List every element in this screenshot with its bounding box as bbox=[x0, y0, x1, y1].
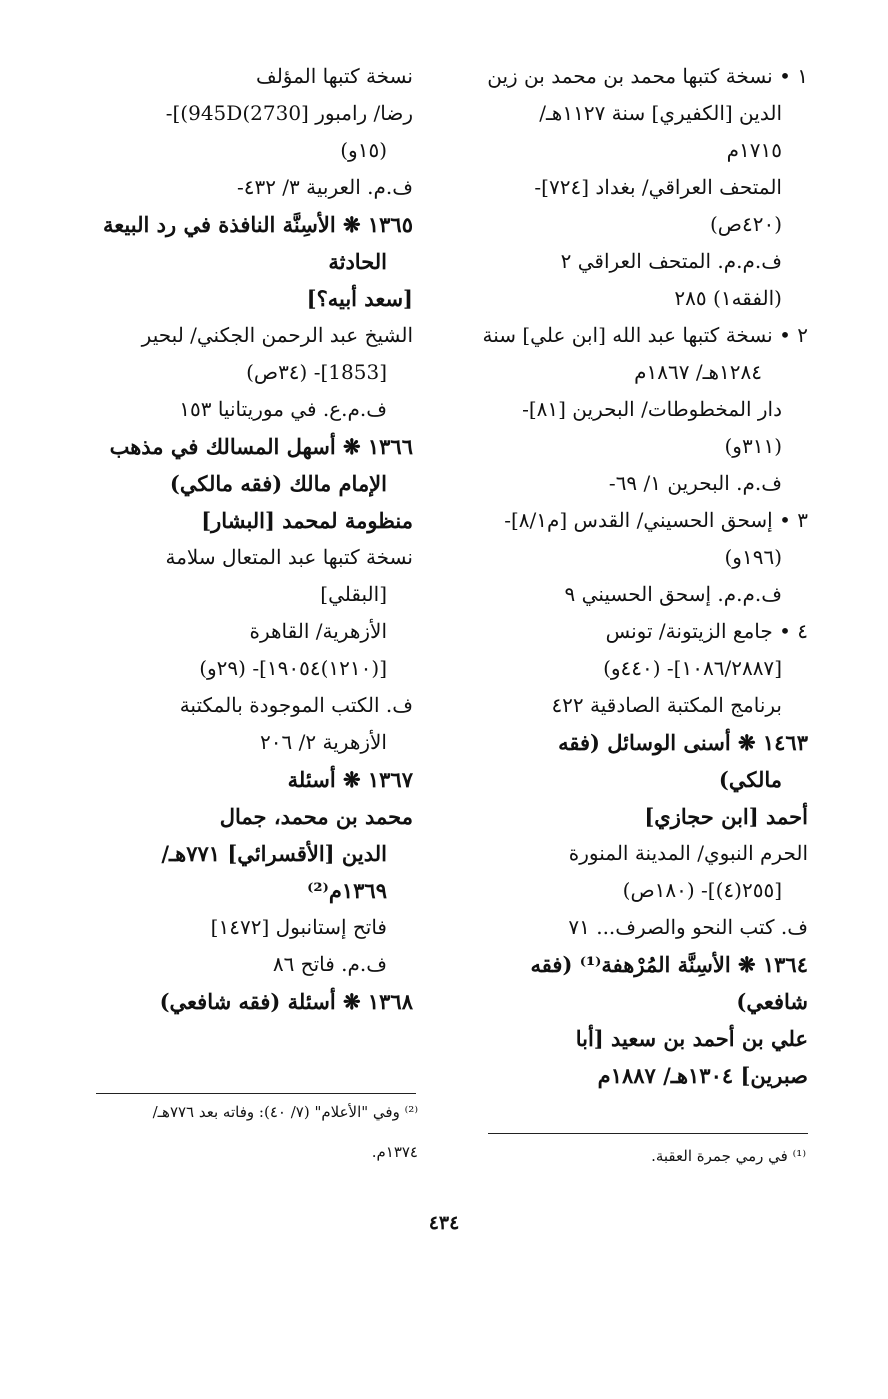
entry-line: المتحف العراقي/ بغداد [٧٢٤]- bbox=[534, 175, 782, 199]
author-name: [سعد أبيه؟] bbox=[306, 286, 413, 311]
entry-line: ف.م. فاتح ٨٦ bbox=[272, 952, 387, 976]
entry-title: الحادثة bbox=[328, 249, 387, 274]
entry-title: ١٣٦٤ ❋ الأسِنَّة المُرْهفة⁽¹⁾ (فقه bbox=[530, 952, 808, 977]
entry-line: ف.م.م. المتحف العراقي ٢ bbox=[560, 249, 782, 273]
author-name: صبرين] ١٣٠٤هـ/ ١٨٨٧م bbox=[597, 1063, 808, 1088]
entry-line: ف.م. البحرين ١/ ٦٩- bbox=[608, 471, 782, 495]
entry-line: (١٩٦و) bbox=[724, 545, 782, 569]
entry-line: برنامج المكتبة الصادقية ٤٢٢ bbox=[551, 693, 782, 717]
entry-line: الدين [الكفيري] سنة ١١٢٧هـ/ bbox=[539, 101, 782, 125]
author-name: الدين [الأقسرائي] ٧٧١هـ/ bbox=[161, 841, 387, 866]
entry-title: شافعي) bbox=[736, 989, 808, 1014]
footnote-rule-right bbox=[488, 1133, 808, 1134]
entry-line: ١ • نسخة كتبها محمد بن محمد بن زين bbox=[487, 64, 808, 88]
entry-line: فاتح إستانبول [١٤٧٢] bbox=[210, 915, 387, 939]
entry-line: ف.م.ع. في موريتانيا ١٥٣ bbox=[179, 397, 387, 421]
entry-line: ١٧١٥م bbox=[726, 138, 782, 162]
entry-line: [٢٥٥(٤)]- (١٨٠ص) bbox=[622, 878, 782, 902]
entry-line: [(١٢١٠)١٩٠٥٤]- (٢٩و) bbox=[199, 656, 387, 680]
entry-line: ف. كتب النحو والصرف... ٧١ bbox=[568, 915, 808, 939]
entry-title: الإمام مالك (فقه مالكي) bbox=[169, 471, 387, 496]
entry-title: مالكي) bbox=[718, 767, 782, 792]
right-column bbox=[478, 58, 808, 1094]
author-name: محمد بن محمد، جمال bbox=[219, 804, 413, 829]
footnote-rule-left bbox=[96, 1093, 416, 1094]
entry-line: ١٢٨٤هـ/ ١٨٦٧م bbox=[634, 360, 762, 384]
entry-line: ٤ • جامع الزيتونة/ تونس bbox=[605, 619, 808, 643]
entry-line: ف. الكتب الموجودة بالمكتبة bbox=[179, 693, 413, 717]
page-number: ٤٣٤ bbox=[428, 1212, 460, 1234]
entry-line: دار المخطوطات/ البحرين [٨١]- bbox=[522, 397, 782, 421]
author-name: أحمد [ابن حجازي] bbox=[644, 804, 808, 829]
entry-line: الأزهرية ٢/ ٢٠٦ bbox=[260, 730, 387, 754]
entry-line: [١٠٨٦/٢٨٨٧]- (٤٤٠و) bbox=[603, 656, 782, 680]
entry-line: رضا/ رامبور [2730)945D)]- bbox=[165, 101, 413, 125]
entry-line: ٣ • إسحق الحسيني/ القدس [م٨/١]- bbox=[504, 508, 808, 532]
entry-line: نسخة كتبها المؤلف bbox=[255, 64, 413, 88]
footnote-right-1: ⁽¹⁾ في رمي جمرة العقبة. bbox=[651, 1147, 806, 1165]
entry-line: ٢ • نسخة كتبها عبد الله [ابن علي] سنة bbox=[482, 323, 808, 347]
entry-title: ١٣٦٥ ❋ الأسِنَّة النافذة في رد البيعة bbox=[103, 212, 413, 237]
entry-title: ١٤٦٣ ❋ أسنى الوسائل (فقه bbox=[558, 730, 808, 755]
author-name: علي بن أحمد بن سعيد [أبا bbox=[575, 1026, 808, 1051]
entry-line: نسخة كتبها عبد المتعال سلامة bbox=[165, 545, 413, 569]
author-name: منظومة لمحمد [البشار] bbox=[201, 508, 413, 533]
left-column bbox=[68, 58, 413, 1020]
entry-line: [1853]- (٣٤ص) bbox=[246, 360, 387, 384]
entry-line: (٣١١و) bbox=[724, 434, 782, 458]
author-name: ١٣٦٩م⁽²⁾ bbox=[307, 878, 387, 903]
entry-line: (١٥و) bbox=[340, 138, 387, 162]
entry-line: الشيخ عبد الرحمن الجكني/ لبحير bbox=[141, 323, 413, 347]
entry-line: (٤٢٠ص) bbox=[709, 212, 782, 236]
entry-line: (الفقه١) ٢٨٥ bbox=[674, 286, 782, 310]
entry-title: ١٣٦٨ ❋ أسئلة (فقه شافعي) bbox=[159, 989, 413, 1014]
entry-line: الأزهرية/ القاهرة bbox=[249, 619, 387, 643]
entry-line: [البقلي] bbox=[320, 582, 387, 606]
entry-title: ١٣٦٧ ❋ أسئلة bbox=[287, 767, 413, 792]
entry-line: ف.م. العربية ٣/ ٤٣٢- bbox=[236, 175, 413, 199]
entry-line: الحرم النبوي/ المدينة المنورة bbox=[568, 841, 808, 865]
footnote-left-1: ⁽²⁾ وفي "الأعلام" (٧/ ٤٠): وفاته بعد ٧٧٦هـ/ bbox=[152, 1103, 418, 1121]
entry-title: ١٣٦٦ ❋ أسهل المسالك في مذهب bbox=[109, 434, 413, 459]
entry-line: ف.م.م. إسحق الحسيني ٩ bbox=[564, 582, 782, 606]
footnote-left-2: ١٣٧٤م. bbox=[371, 1143, 418, 1161]
